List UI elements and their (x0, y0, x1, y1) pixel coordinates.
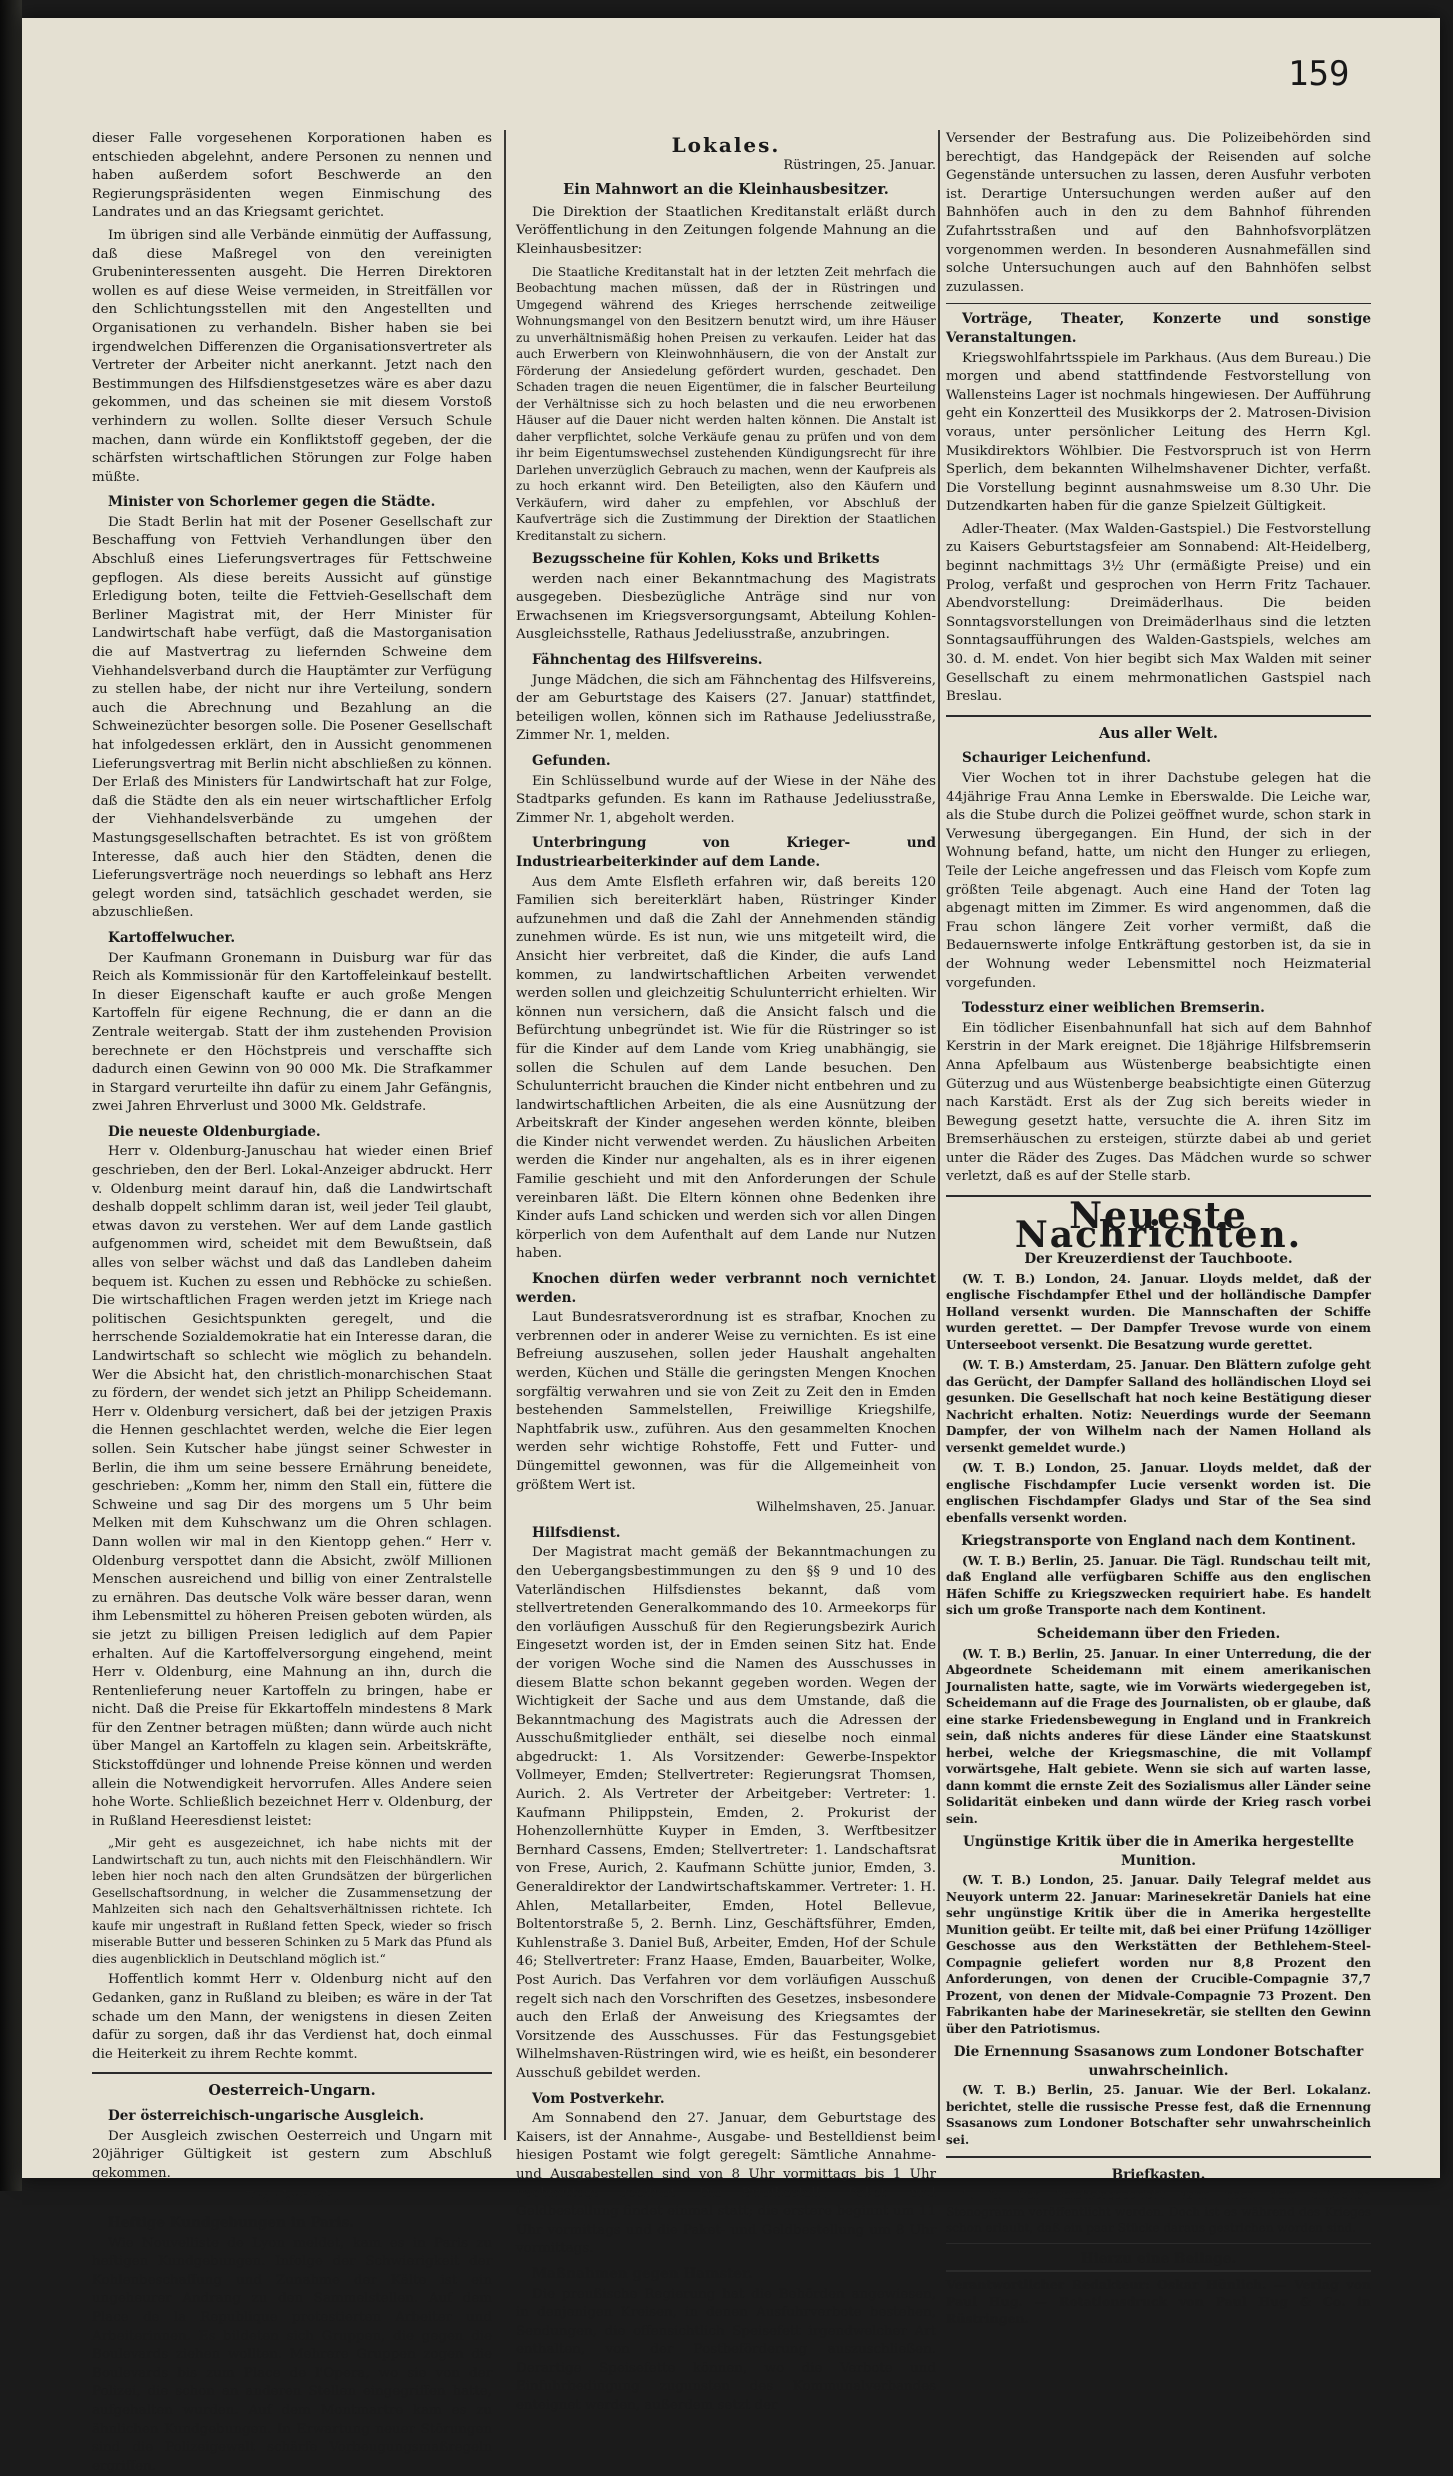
headline-briefkasten: Briefkasten. (1111, 2167, 1206, 2184)
headline-kreuzerdienst: Der Kreuzerdienst der Tauchboote. (1024, 1251, 1293, 1268)
section-frankreich: Frankreich. (244, 2189, 340, 2207)
section-lokales: Lokales. (671, 133, 781, 157)
section-rule (946, 2156, 1371, 2158)
headline-gefunden: Gefunden. (532, 753, 611, 769)
section-rule (946, 303, 1371, 304)
page-number: 159 (1288, 54, 1350, 94)
imprint-footer: Verantwortlicher Redakteur: Oskar Hünlich. — Verlag von Paul Hug. — Rotationsdruck von Paul Hug & Co. in Rüstringen. (946, 2270, 1371, 2327)
paragraph: Der Kaufmann Gronemann in Duisburg war für das Reich als Kommissionär für den Kartoffeleinkauf bestellt. In dieser Eigenschaft kaufte er auch große Mengen Kartoffeln für eigene Rechnung, die er dann an die Zentrale weitergab. Statt der ihm zustehenden Provision berechnete er den Höchstpreis und verschaffte sich dadurch einen Gewinn von 90 000 Mk. Die Strafkammer in Stargard verurteilte ihn dafür zu einem Jahr Gefängnis, zwei Jahren Ehrverlust und 3000 Mk. Geldstrafe. (92, 950, 492, 1115)
paragraph: Aus dem Amte Elsfleth erfahren wir, daß bereits 120 Familien sich bereiterklärt haben, Rüstringer Kinder aufzunehmen und daß die Zahl der Annehmenden ständig zunehmen würde. Es ist nun, wie uns mitgeteilt wird, die Ansicht hier verbreitet, daß die Kinder, die aufs Land kommen, zu landwirtschaftlichen Arbeiten verwendet werden sollen und gleichzeitig Schulunterricht erhielten. Wir können nun versichern, daß die Ansicht falsch und die Befürchtung unbegründet ist. Wie für die Rüstringer so ist für die Kinder auf dem Lande vom Krieg unabhängig, sie sollen die Schulen auf dem Lande besuchen. Den Schulunterricht brauchen die Kinder nicht entbehren und zu landwirtschaftlichen Arbeiten, die als eine Ausnützung der Arbeitskraft der Kinder angesehen werden könnte, bleiben die Kinder nicht verwendet werden. Zu häuslichen Arbeiten werden die Kinder nur angehalten, als es in ihrer eigenen Familie geschieht und mit den Anforderungen der Schule vereinbaren läßt. Die Eltern können ohne Bedenken ihre Kinder aufs Land schicken und werden sich vor allen Dingen körperlich von dem Aufenthalt auf dem Lande nur Nutzen haben. (516, 874, 936, 1262)
column-rule-1 (504, 130, 506, 2140)
headline-unterbringung: Unterbringung von Krieger- und Industriearbeiterkinder auf dem Lande. (516, 835, 936, 870)
news-item: (W. T. B.) Berlin, 25. Januar. Die Tägl. Rundschau teilt mit, daß England alle verfügbaren Schiffe aus den englischen Häfen Schiffe zu Kriegszwecken requiriert habe. Es handelt sich um große Transporte nach dem Kontinent. (946, 1553, 1371, 1618)
paragraph: Die Staatliche Kreditanstalt hat in der letzten Zeit mehrfach die Beobachtung machen müssen, daß der in Rüstringen und Umgegend während des Krieges herrschende zeitweilige Wohnungsmangel von den Besitzern benutzt wird, um ihre Häuser zu unverhältnismäßig hohen Preisen zu verkaufen. Leider hat das auch Erwerbern von Kleinwohnhäusern, die von der Anstalt zur Förderung der Ansiedelung gefördert wurden, geschadet. Den Schaden tragen die neuen Eigentümer, die in falscher Beurteilung der Verhältnisse sich zu hoch belasten und die neu erworbenen Häuser auf die Dauer nicht werden halten können. Die Anstalt ist daher verpflichtet, solche Verkäufe genau zu prüfen und von dem ihr beim Eigentumswechsel zustehenden Kündigungsrecht für ihre Darlehen unverzüglich Gebrauch zu machen, wenn der Kaufpreis als zu hoch erkannt wird. Den Beteiligten, also den Käufern und Verkäufern, wird daher zu empfehlen, vor Abschluß der Kaufverträge sich die Zustimmung der Direktion der Staatlichen Kreditanstalt zu sichern. (516, 264, 936, 543)
section-rule (92, 2072, 492, 2074)
headline-ssasanow: Die Ernennung Ssasanows zum Londoner Botschafter unwahrscheinlich. (953, 2044, 1364, 2079)
paragraph: Vier Wochen tot in ihrer Dachstube gelegen hat die 44jährige Frau Anna Lemke in Eberswalde. Die Leiche war, als die Stube durch die Polizei geöffnet wurde, schon stark in Verwesung übergegangen. Ein Hund, der sich in der Wohnung befand, hatte, um nicht den Hunger zu erliegen, Teile der Leiche angefressen und das Fleisch vom Kopfe zum größten Teile abgenagt. Auch eine Hand der Toten lag abgenagt mitten im Zimmer. Es wird angenommen, daß die Frau schon längere Zeit vorher vermißt, daß die Bedauernswerte infolge Entkräftung gestorben ist, da sie in der Wohnung weder Lebensmittel noch Heizmaterial vorgefunden. (946, 771, 1371, 991)
paragraph: Die Direktion der Staatlichen Kreditanstalt erläßt durch Veröffentlichung in den Zeitungen folgende Mahnung an die Kleinhausbesitzer: (516, 204, 936, 257)
paragraph: Kriegswohlfahrtsspiele im Parkhaus. (Aus dem Bureau.) Die morgen und abend stattfindende Festvorstellung von Wallensteins Lager ist nochmals hingewiesen. Der Aufführung geht ein Konzertteil des Musikkorps der 2. Matrosen-Division voraus, unter persönlicher Leitung des Herrn Kgl. Musikdirektors Wöhlbier. Die Festvorspruch ist von Herrn Sperlich, dem bekannten Wilhelmshavener Dichter, verfaßt. Die Vorstellung beginnt ausnahmsweise um 8.30 Uhr. Die Dutzendkarten haben für die ganze Spielzeit Gültigkeit. (946, 350, 1371, 515)
paragraph: Junge Mädchen, die sich am Fähnchentag des Hilfsvereins, der am Geburtstage des Kaisers (27. Januar) stattfindet, beteiligen wollen, können sich im Rathause Jedeliusstraße, Zimmer Nr. 1, melden. (516, 672, 936, 744)
news-item: (W. T. B.) Berlin, 25. Januar. Wie der Berl. Lokalanz. berichtet, stelle die russische Presse fest, daß die Ernennung Ssasanows zum Londoner Botschafter sehr unwahrscheinlich sei. (946, 2083, 1371, 2147)
headline-todessturz: Todessturz einer weiblichen Bremserin. (962, 1000, 1265, 1017)
headline-vortraege: Vorträge, Theater, Konzerte und sonstige Veranstaltungen. (946, 311, 1371, 346)
paragraph: Der Magistrat macht gemäß der Bekanntmachungen zu den Uebergangsbestimmungen zu den §§ 9 und 10 des Vaterländischen Hilfsdienstes bekannt, daß vom stellvertretenden Generalkommando des 10. Armeekorps für den vorläufigen Ausschuß für den Regierungsbezirk Aurich Eingesetzt worden ist, der in Emden seinen Sitz hat. Ende der vorigen Woche sind die Namen des Ausschusses in diesem Blatte schon bekannt gegeben worden. Wegen der Wichtigkeit der Sache und aus dem Umstande, daß die Bekanntmachung des Magistrats auch die Adressen der Ausschußmitglieder enthält, sei dieselbe noch einmal abgedruckt: 1. Als Vorsitzender: Gewerbe-Inspektor Vollmeyer, Emden; Stellvertreter: Regierungsrat Thomsen, Aurich. 2. Als Vertreter der Arbeitgeber: Vertreter: 1. Kaufmann Philippstein, Emden, 2. Prokurist der Hohenzollernhütte Kuyper in Emden, 3. Werftbesitzer Bernhard Cassens, Emden; Stellvertreter: 1. Landschaftsrat von Frese, Aurich, 2. Kaufmann Schütte junior, Emden, 3. Generaldirektor der Landwirtschaftskammer. Vertreter: 1. H. Ahlen, Metallarbeiter, Emden, Hotel Bellevue, Boltentorstraße 5, 2. Bernh. Linz, Geschäftsführer, Emden, Kuhlenstraße 3. Daniel Buß, Arbeiter, Emden, Hof der Schule 46; Stellvertreter: Franz Haase, Emden, Bauarbeiter, Wolke, Post Aurich. Das Verfahren vor dem vorläufigen Ausschuß regelt sich nach den Vorschriften des Gesetzes, insbesondere auch den Erlaß der Anweisung des Kriegsamtes der Vorsitzende des Ausschusses. Für das Festungsgebiet Wilhelmshaven-Rüstringen wird, wie es heißt, ein besonderer Ausschuß gebildet werden. (516, 1545, 936, 2081)
headline-hamster: Maßnahmen gegen Hamster. (532, 2265, 753, 2282)
headline-postverkehr: Vom Postverkehr. (532, 2090, 665, 2107)
scan-edge (0, 0, 22, 2191)
paragraph: Im übrigen sind alle Verbände einmütig der Auffassung, daß diese Maßregel von den vereinigten Grubeninteressenten ausgeht. Die Herren Direktoren wollen es auf diese Weise vermeiden, in Streitfällen vor den Schlichtungsstellen mit den Angestellten und Organisationen zu verhandeln. Bisher haben sie bei irgendwelchen Differenzen die Organisationsvertreter als Vertreter der Arbeiter nicht anerkannt. Jetzt nach den Bestimmungen des Hilfsdienstgesetzes wäre es aber dazu gekommen, und das scheinen sie mit diesem Vorstoß verhindern zu wollen. Sollte dieser Versuch Schule machen, dann würde ein Konfliktstoff gegeben, der die schärfsten wirtschaftlichen Störungen zur Folge haben müßte. (92, 227, 492, 485)
section-neueste-nachrichten: Neueste Nachrichten. (1014, 1195, 1303, 1256)
headline-mahnwort: Ein Mahnwort an die Kleinhausbesitzer. (563, 181, 889, 199)
dateline-wilhelmshaven: Wilhelmshaven, 25. Januar. (756, 1500, 936, 1516)
news-item: (W. T. B.) London, 25. Januar. Daily Telegraf meldet aus Neuyork unterm 22. Januar: Marinesekretär Daniels hat eine sehr ungünstige Kritik über die in Amerika hergestellte Munition geübt. Er teilte mit, daß bei einer Prüfung 14zölliger Geschosse aus den Werkstätten der Bethlehem-Steel-Compagnie geliefert worden nur 8,8 Prozent den Anforderungen, von denen der Crucible-Compagnie 37,7 Prozent, von denen der Midvale-Compagnie 73 Prozent. Den Fabrikanten habe der Marinesekretär, sie stellten den Gewinn über den Patriotismus. (946, 1873, 1371, 2036)
news-item: (W. T. B.) London, 24. Januar. Lloyds meldet, daß der englische Fischdampfer Ethel und der holländische Dampfer Holland versenkt wurden. Die Mannschaften der Schiffe wurden gerettet. — Der Dampfer Trevose wurde von einem Unterseeboot versenkt. Die Besatzung wurde gerettet. (946, 1271, 1371, 1352)
paragraph: Adler-Theater. (Max Walden-Gastspiel.) Die Festvorstellung zu Kaisers Geburtstagsfeier am Sonnabend: Alt-Heidelberg, beginnt nachmittags 3½ Uhr (ermäßigte Preise) und ein Prolog, verfaßt und gesprochen von Herrn Fritz Tachauer. Abendvorstellung: Dreimäderlhaus. Die beiden Sonntagsvorstellungen von Dreimäderlhaus sind die letzten Sonntagsaufführungen des Walden-Gastspiels, welches am 30. d. M. endet. Von hier begibt sich Max Walden mit seiner Gesellschaft zu einem mehrmonatlichen Gastspiel nach Breslau. (946, 521, 1371, 705)
paragraph: Die Stadt Berlin hat mit der Posener Gesellschaft zur Beschaffung von Fettvieh Verhandlungen über den Abschluß eines Lieferungsvertrages für Fettschweine gepflogen. Als diese bereits Aussicht auf günstige Erledigung boten, teilte die Fettvieh-Gesellschaft dem Berliner Magistrat mit, der Herr Minister für Landwirtschaft habe verfügt, daß die Mastorganisation die auf Mastvertrag zu liefernden Schweine dem Viehhandelsverband durch die Hauptämter zur Verfügung zu stellen habe, der nicht nur ihre Verteilung, sondern auch die Abrechnung und Bezahlung an die Schweinezüchter besorgen solle. Die Posener Gesellschaft hat infolgedessen erklärt, den in Aussicht genommenen Lieferungsvertrag mit Berlin nicht abschließen zu können. Der Erlaß des Ministers für Landwirtschaft hat zur Folge, daß die Städte den als ein neuer wirtschaftlicher Erfolg der Viehhandelsverbände zu umgehen der Mastungsgesellschaften betrachtet. Es ist von größtem Interesse, daß auch hier den Städten, denen die Lieferungsverträge noch neuerdings so lebhaft ans Herz gelegt worden sind, tatsächlich geschadet werden, sie abzuschließen. (92, 514, 492, 921)
headline-bezugsscheine: Bezugsscheine für Kohlen, Koks und Briketts (532, 551, 880, 568)
paragraph: Versender der Bestrafung aus. Die Polizeibehörden sind berechtigt, das Handgepäck der Reisenden auf solche Gegenstände untersuchen zu lassen, deren Ausfuhr verboten ist. Derartige Untersuchungen werden außer auf den Bahnhöfen auch in den zu dem Bahnhof führenden Zufahrtsstraßen und auf den Bahnhofsvorplätzen vorgenommen werden. In besonderen Ausnahmefällen sind solche Untersuchungen auch auf den Bahnhöfen selbst zuzulassen. (946, 131, 1371, 295)
headline-hilfsdienst: Hilfsdienst. (532, 1524, 621, 1541)
paragraph: werden nach einer Bekanntmachung des Magistrats ausgegeben. Diesbezügliche Anträge sind nur von Erwachsenen im Kriegsversorgungsamt, Abteilung Kohlen-Ausgleichsstelle, Rathaus Jedeliusstraße, anzubringen. (516, 571, 936, 643)
headline-kartoffelwucher: Kartoffelwucher. (108, 929, 236, 946)
supplement-note: Hierzu eine Beilage. (1080, 2250, 1237, 2267)
intro-paragraph: dieser Falle vorgesehenen Korporationen haben es entschieden abgelehnt, andere Personen zu nennen und haben außerdem sofort Beschwerde an den Regierungspräsidenten wegen Einmischung des Landrates und an das Kriegsamt gerichtet. (92, 131, 492, 221)
paragraph: Ein Schlüsselbund wurde auf der Wiese in der Nähe des Stadtparks gefunden. Es kann im Rathause Jedeliusstraße, Zimmer Nr. 1, abgeholt werden. (516, 773, 936, 826)
headline-scheidemann: Scheidemann über den Frieden. (1036, 1625, 1281, 1642)
quote-paragraph: „Mir geht es ausgezeichnet, ich habe nichts mit der Landwirtschaft zu tun, auch nichts mit den Fleischhändlern. Wir leben hier noch nach den alten Grundsätzen der bürgerlichen Gesellschaftsordnung, in welcher die Zusammensetzung der Mahlzeiten sich nach den Gehaltsverhältnissen richtete. Ich kaufe mir ungestraft in Rußland fetten Speck, wieder so frisch miserable Butter und besseren Schinken zu 5 Mark das Pfund als dies augenblicklich in Deutschland möglich ist.“ (92, 1836, 492, 1966)
section-rule (946, 715, 1371, 717)
section-rule (946, 2243, 1371, 2244)
section-oesterreich-ungarn: Oesterreich-Ungarn. (208, 2082, 376, 2100)
paragraph: L. B. Der Reichstagsbericht kann nach dem offiziellen Stenogramm veröffentlicht werden. Doch ist es während des Krieges schon erlaubt, daß ein paar Stücke daraus gestrichen worden sind. (946, 2188, 1371, 2235)
paragraph: Am Sonnabend den 27. Januar, dem Geburtstage des Kaisers, ist der Annahme-, Ausgabe- und Bestelldienst beim hiesigen Postamt wie folgt geregelt: Sämtliche Annahme- und Ausgabestellen sind von 8 Uhr vormittags bis 1 Uhr nachmittags geöffnet. Die Briefbestell-, Paket- und Geldbestellung findet einmal statt; die erstere beginnt um 11 Uhr vormittags und die Paket- und Geldbestellung um 8 Uhr vormittags. (516, 2111, 936, 2257)
column-rule-2 (938, 130, 940, 2140)
paragraph: Wie Nouvelliste de Lyon meldet, kam es in Paris zu heftigen Kundgebungen. Infolge der Schwierigkeit der Kohlenbeschaffung und Zunahme der Kälte ist ein ungeheurer Andrang zu den Sammelstellen. Auf dem Place de la Republique protestierten Arbeiter und Arbeiterinnen. Es bildeten sich Gruppen, die gegen die Boulevards ziehen wollten. Mehrere Gruppen zogen die Boulevards bis zum Place de l'Opera, wo sie von der Polizei, die schon an anderen Stellen eingegriffen hatte, aufgehalten wurden. Auf dem Montmartre kam es zu ähnlichen Kundgebungen. In Erwartung neuer Störungen sind die Polizeigewalt schärfe Vorbeugungsmaßregeln ergriffen. (92, 2235, 492, 2474)
headline-faehnchentag: Fähnchentag des Hilfsvereins. (532, 652, 763, 669)
column-1 (92, 130, 492, 2474)
paragraph: Ein tödlicher Eisenbahnunfall hat sich auf dem Bahnhof Kerstrin in der Mark ereignet. Die 18jährige Hilfsbremserin Anna Apfelbaum aus Wüstenberge beabsichtigte einen Güterzug und aus Wüstenberge beabsichtigte einen Güterzug nach Karstädt. Erst als der Zug sich bereits wieder in Bewegung gesetzt hatte, versuchte die A. ihren Sitz im Bremserhäuschen zu ersteigen, stürzte dabei ab und geriet unter die Räder des Zuges. Das Mädchen wurde so schwer verletzt, daß es auf der Stelle starb. (946, 1020, 1371, 1185)
column-2 (516, 130, 936, 2414)
news-item: (W. T. B.) London, 25. Januar. Lloyds meldet, daß der englische Fischdampfer Lucie versenkt worden ist. Die englischen Fischdampfer Gladys und Star of the Sea sind ebenfalls versenkt worden. (946, 1461, 1371, 1525)
paragraph: Der Ausgleich zwischen Oesterreich und Ungarn mit 20jähriger Gültigkeit ist gestern zum Abschluß gekommen. (92, 2128, 492, 2181)
section-aus-aller-welt: Aus aller Welt. (1099, 724, 1218, 742)
news-item: (W. T. B.) Amsterdam, 25. Januar. Den Blättern zufolge geht das Gerücht, der Dampfer Salland des holländischen Lloyd sei gesunken. Die Gesellschaft hat noch keine Bestätigung dieser Nachricht erhalten. Notiz: Neuerdings wurde der Seemann Dampfer, der von Wilhelm nach der Namen Holland als versenkt gemeldet wurde.) (946, 1358, 1371, 1455)
dateline-ruestringen: Rüstringen, 25. Januar. (783, 157, 936, 173)
paragraph: Die preußische Regierung hat die Behörden angewiesen, in denjenigen Kreisen, in denen Ausfuhrverbote bestehen, Sendungen, die offensichtlich Speisefett irgendwelcher Art enthalten, von der Postbeförderung auszuschließen. Derartige Speisefette können, wo die Verbote und Einfuhrbedingung zugunsten des Kommunalverbandes enteignet werden, außerdem setzt der (516, 2286, 936, 2414)
news-item: (W. T. B.) Berlin, 25. Januar. In einer Unterredung, die der Abgeordnete Scheidemann mit einem amerikanischen Journalisten hatte, sagte, wie im Vorwärts wiedergegeben ist, Scheidemann auf die Frage des Journalisten, ob er glaube, daß eine starke Friedensbewegung in England und in Frankreich sein, daß nichts anderes für diese Länder eine Staatskunst herbei, welche der Kriegsmaschine, die mit Vollampf vorwärtsgehe, Halt gebiete. Wenn sie sich auf warten lasse, dann kommt die ernste Zeit des Sozialismus aller Länder seine Solidarität einbeken und dann würde der Krieg rasch vorbei sein. (946, 1646, 1371, 1826)
headline-kriegstransporte: Kriegstransporte von England nach dem Kontinent. (961, 1533, 1356, 1550)
paragraph: Hoffentlich kommt Herr v. Oldenburg nicht auf den Gedanken, ganz in Rußland zu bleiben; es wäre in der Tat schade um den Mann, der wenigstens in diesen Zeiten dafür zu sorgen, daß ihr das Verdienst hat, doch einmal die Heiterkeit zu ihrem Rechte kommt. (92, 1972, 492, 2062)
column-3 (946, 130, 1371, 2327)
headline-kundgebungen: Heftige Kundgebungen in Paris. (108, 2214, 354, 2231)
paragraph: Laut Bundesratsverordnung ist es strafbar, Knochen zu verbrennen oder in anderer Weise zu vernichten. Es ist eine Befreiung auszusehen, sollen jeder Haushalt angehalten werden, Küchen und Ställe die geringsten Mengen Knochen sorgfältig verwahren und sie von Zeit zu Zeit den in Emden bestehenden Sammelstellen, Freiwillige Kriegshilfe, Naphtfabrik usw., zuführen. Aus den gesammelten Knochen werden sehr wichtige Rohstoffe, Fett und Futter- und Düngemittel gewonnen, was für die Allgemeinheit von größtem Wert ist. (516, 1310, 936, 1493)
headline-munition: Ungünstige Kritik über die in Amerika hergestellte Munition. (962, 1834, 1355, 1869)
paragraph: Herr v. Oldenburg-Januschau hat wieder einen Brief geschrieben, den der Berl. Lokal-Anzeiger abdruckt. Herr v. Oldenburg meint darauf hin, daß die Landwirtschaft deshalb doppelt schlimm daran ist, weil jeder Teil glaubt, etwas davon zu verstehen. Wer auf dem Lande gastlich aufgenommen wird, scheidet mit dem Bewußtsein, daß alles von selber wächst und daß das Landleben daheim bequem ist. Kuchen zu essen und Rebhöcke zu schießen. Die wirtschaftlichen Fragen werden jetzt im Kriege nach politischen Gesichtspunkten geregelt, und die herrschende Sozialdemokratie hat ein Interesse daran, die Landwirtschaft so schlecht wie möglich zu behandeln. Wer die Absicht hat, den christlich-monarchischen Staat zu fördern, der wendet sich jetzt an Philipp Scheidemann. Herr v. Oldenburg versichert, daß bei der jetzigen Praxis die Hennen geschlachtet werden, welche die Eier legen sollen. Sein Kutscher habe jüngst seiner Schwester in Berlin, die ihm um seine bessere Ernährung beneidete, geschrieben: „Komm her, nimm den Stall ein, füttere die Schweine und sag Dir des morgens um 5 Uhr beim Melken mit dem Kuhschwanz um die Ohren schlagen. Dann wollen wir mal in den Kientopp gehen.“ Herr v. Oldenburg verspottet dann die Absicht, zwölf Millionen Menschen ausreichend und billig von einer Zentralstelle zu ernähren. Das deutsche Volk wäre besser daran, wenn ihm Lebensmittel zu höheren Preisen geboten würden, als sie jetzt zu billigen Preisen lediglich auf dem Papier erhalten. Auf die Kartoffelversorgung eingehend, meint Herr v. Oldenburg, eine Mahnung an ihn, durch die Rentenlieferung neuer Kartoffeln zu bringen, habe er nicht. Daß die Preise für Ekkartoffeln mindestens 8 Mark für den Zentner betragen müßten; dann würde auch nicht über Mangel an Kartoffeln zu klagen sein. Arbeitskräfte, Stickstoffdünger und lohnende Preise können und werden allein die Notwendigkeit hervorrufen. Alles Andere seien hohe Worte. Schließlich bezeichnet Herr v. Oldenburg, der in Rußland Heeresdienst leistet: (92, 1144, 492, 1829)
headline-ausgleich: Der österreichisch-ungarische Ausgleich. (108, 2108, 424, 2124)
headline-knochen: Knochen dürfen weder verbrannt noch vernichtet werden. (516, 1271, 936, 1306)
headline-oldenburgiade: Die neueste Oldenburgiade. (108, 1123, 321, 1140)
headline-leichenfund: Schauriger Leichenfund. (962, 750, 1151, 767)
headline-schorlemer: Minister von Schorlemer gegen die Städte. (108, 494, 436, 511)
